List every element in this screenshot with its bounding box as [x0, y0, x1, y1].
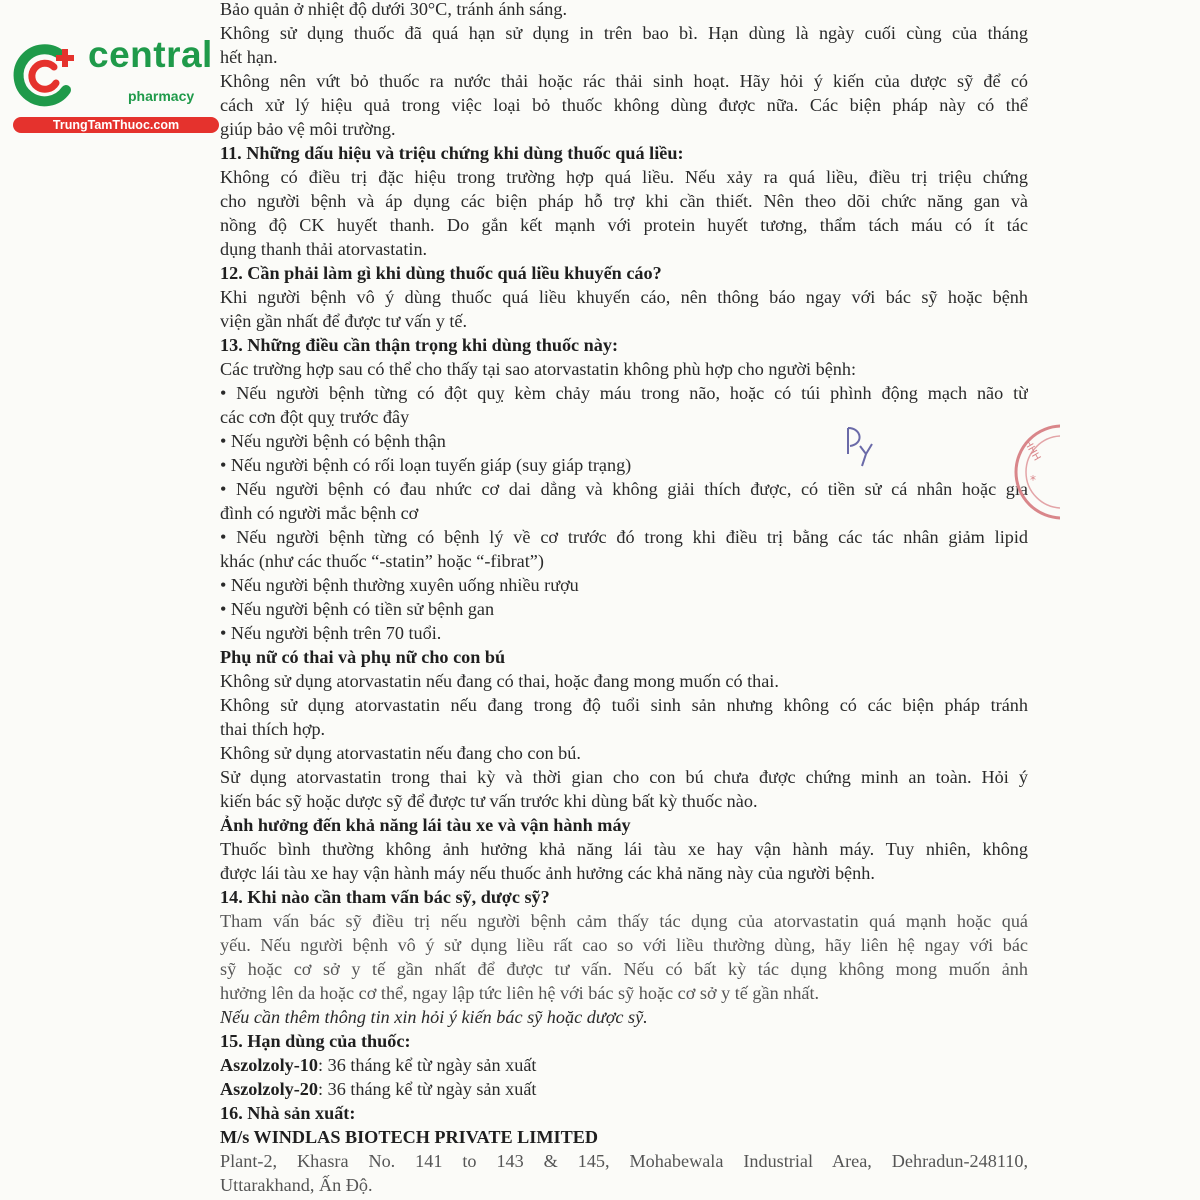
- text-line: Nếu cần thêm thông tin xin hỏi ý kiến bác sỹ hoặc dược sỹ.: [220, 1007, 648, 1027]
- text-line: giúp bảo vệ môi trường.: [220, 119, 396, 139]
- section-heading: 14. Khi nào cần tham vấn bác sỹ, dược sỹ?: [220, 887, 550, 907]
- text-line: • Nếu người bệnh có đau nhức cơ dai dẳng và không giải thích được, có tiền sử cá nhân hoặc gia: [220, 479, 1028, 499]
- svg-text:*: *: [1030, 473, 1036, 487]
- text-line: dụng thanh thải atorvastatin.: [220, 239, 428, 259]
- text-line: các cơn đột quỵ trước đây: [220, 407, 410, 427]
- text-line: Khi người bệnh vô ý dùng thuốc quá liều khuyến cáo, nên thông báo ngay với bác sỹ hoặc bệnh: [220, 287, 1028, 307]
- text-line: Sử dụng atorvastatin trong thai kỳ và thời gian cho con bú chưa được chứng minh an toàn. Hỏi ý: [220, 767, 1028, 787]
- text-line: đình có người mắc bệnh cơ: [220, 503, 419, 523]
- text-line: [220, 1077, 1028, 1101]
- handwritten-signature-icon: [840, 424, 880, 468]
- product-name: Aszolzoly-20: [220, 1079, 318, 1099]
- section-heading: Ảnh hưởng đến khả năng lái tàu xe và vận hành máy: [220, 815, 631, 835]
- text-line: nồng độ CK huyết thanh. Do gắn kết mạnh với protein huyết tương, thẩm tách máu có ít tác: [220, 215, 1028, 235]
- text-line: Uttarakhand, Ấn Độ.: [220, 1175, 373, 1195]
- company-stamp-icon: [1000, 412, 1060, 532]
- text-line: Không sử dụng thuốc đã quá hạn sử dụng in trên bao bì. Hạn dùng là ngày cuối cùng của tháng: [220, 23, 1028, 43]
- text-line: kiến bác sỹ hoặc dược sỹ để được tư vấn trước khi dùng bất kỳ thuốc nào.: [220, 791, 758, 811]
- text-line: hưởng lên da hoặc cơ thể, ngay lập tức liên hệ với bác sỹ hoặc cơ sở y tế gần nhất.: [220, 983, 820, 1003]
- text-run: : 36 tháng kể từ ngày sản xuất: [318, 1055, 537, 1075]
- text-line: khác (như các thuốc “-statin” hoặc “-fibrat”): [220, 551, 544, 571]
- text-line: Các trường hợp sau có thể cho thấy tại sao atorvastatin không phù hợp cho người bệnh:: [220, 359, 857, 379]
- text-line: Không nên vứt bỏ thuốc ra nước thải hoặc rác thải sinh hoạt. Hãy hỏi ý kiến của dược sỹ để có: [220, 71, 1028, 91]
- section-heading: 13. Những điều cần thận trọng khi dùng thuốc này:: [220, 335, 619, 355]
- text-line: Không sử dụng atorvastatin nếu đang trong độ tuổi sinh sản nhưng không có các biện pháp tránh: [220, 695, 1028, 715]
- text-line: • Nếu người bệnh có bệnh thận: [220, 431, 446, 451]
- text-line: Thuốc bình thường không ảnh hưởng khả năng lái tàu xe hay vận hành máy. Tuy nhiên, không: [220, 839, 1028, 859]
- text-line: Không sử dụng atorvastatin nếu đang có thai, hoặc đang mong muốn có thai.: [220, 671, 779, 691]
- text-line: thai thích hợp.: [220, 719, 326, 739]
- text-line: được lái tàu xe hay vận hành máy nếu thuốc ảnh hưởng các khả năng này của người bệnh.: [220, 863, 875, 883]
- section-heading: Phụ nữ có thai và phụ nữ cho con bú: [220, 647, 506, 667]
- text-line: Không sử dụng atorvastatin nếu đang cho con bú.: [220, 743, 581, 763]
- leaflet-text: [220, 0, 1028, 1197]
- text-line: Bảo quản ở nhiệt độ dưới 30°C, tránh ánh sáng.: [220, 0, 568, 19]
- text-run: : 36 tháng kể từ ngày sản xuất: [318, 1079, 537, 1099]
- text-line: viện gần nhất để được tư vấn y tế.: [220, 311, 468, 331]
- text-line: • Nếu người bệnh thường xuyên uống nhiều rượu: [220, 575, 579, 595]
- logo-brand-name: central: [88, 34, 213, 75]
- text-line: Không có điều trị đặc hiệu trong trường hợp quá liều. Nếu xảy ra quá liều, điều trị triệu chứng: [220, 167, 1028, 187]
- section-heading: 11. Những dấu hiệu và triệu chứng khi dùng thuốc quá liều:: [220, 143, 684, 163]
- logo-website-badge[interactable]: TrungTamThuoc.com: [13, 117, 219, 133]
- section-heading: 12. Cần phải làm gì khi dùng thuốc quá liều khuyến cáo?: [220, 263, 662, 283]
- text-line: cho người bệnh và áp dụng các biện pháp hỗ trợ khi cần thiết. Nên theo dõi chức năng gan và: [220, 191, 1028, 211]
- text-line: yếu. Nếu người bệnh vô ý sử dụng liều rất cao so với liều thường dùng, hãy liên hệ ngay với bác: [220, 935, 1028, 955]
- text-line: • Nếu người bệnh từng có đột quỵ kèm chảy máu trong não, hoặc có túi phình động mạch não từ: [220, 383, 1028, 403]
- product-name: Aszolzoly-10: [220, 1055, 318, 1075]
- text-line: • Nếu người bệnh có tiền sử bệnh gan: [220, 599, 495, 619]
- section-heading: 15. Hạn dùng của thuốc:: [220, 1031, 411, 1051]
- text-line: sỹ hoặc cơ sở y tế gần nhất để được tư vấn. Nếu có bất kỳ tác dụng không mong muốn ảnh: [220, 959, 1028, 979]
- logo-subtitle: pharmacy: [128, 88, 195, 104]
- text-line: cách xử lý hiệu quả trong việc loại bỏ thuốc không dùng được nữa. Các biện pháp này có thể: [220, 95, 1028, 115]
- section-heading: M/s WINDLAS BIOTECH PRIVATE LIMITED: [220, 1127, 598, 1147]
- text-line: [220, 1053, 1028, 1077]
- text-line: Plant-2, Khasra No. 141 to 143 & 145, Mohabewala Industrial Area, Dehradun-248110,: [220, 1151, 1028, 1171]
- text-line: • Nếu người bệnh trên 70 tuổi.: [220, 623, 442, 643]
- text-line: • Nếu người bệnh từng có bệnh lý về cơ trước đó trong khi điều trị bằng các tác nhân giảm lipid: [220, 527, 1028, 547]
- central-pharmacy-logo[interactable]: [10, 34, 215, 138]
- pharmacy-cross-logo-icon: [10, 40, 80, 110]
- text-line: Tham vấn bác sỹ điều trị nếu người bệnh cảm thấy tác dụng của atorvastatin quá mạnh hoặc quá: [220, 911, 1028, 931]
- section-heading: 16. Nhà sản xuất:: [220, 1103, 356, 1123]
- text-line: • Nếu người bệnh có rối loạn tuyến giáp (suy giáp trạng): [220, 455, 632, 475]
- text-line: hết hạn.: [220, 47, 278, 67]
- svg-text:HHH: HHH: [1021, 438, 1043, 464]
